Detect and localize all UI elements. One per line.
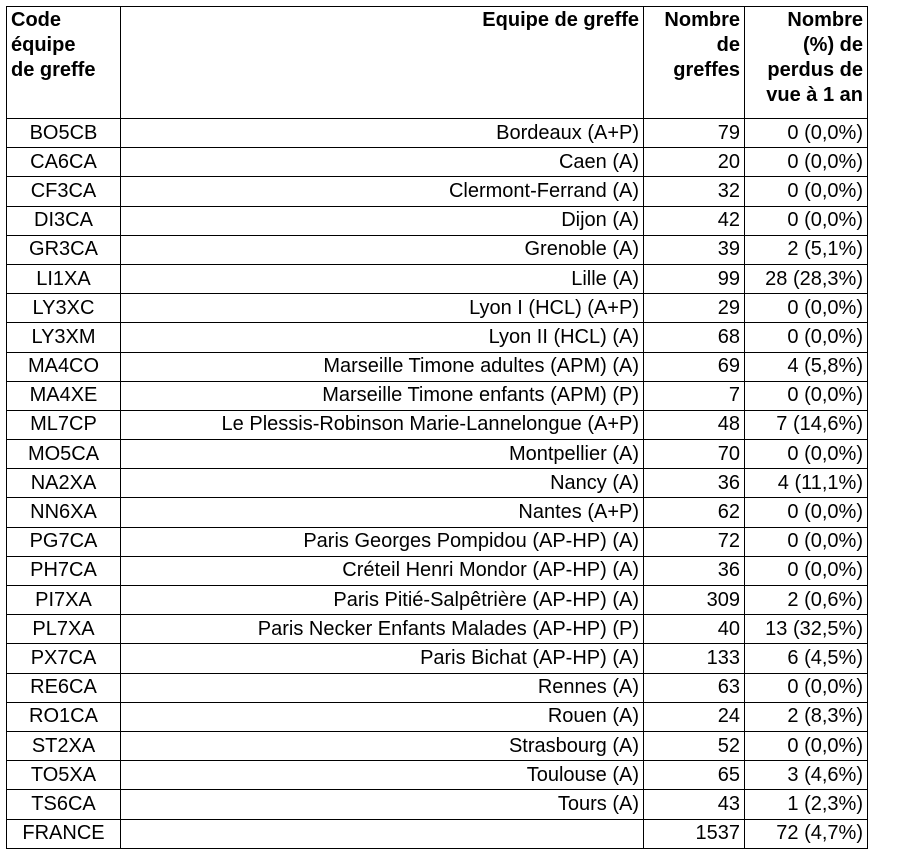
- cell-perdus: 3 (4,6%): [745, 761, 868, 790]
- cell-perdus: 0 (0,0%): [745, 206, 868, 235]
- cell-nombre: 72: [644, 527, 745, 556]
- cell-nombre: 39: [644, 235, 745, 264]
- cell-code: LY3XM: [7, 323, 121, 352]
- table-row: [7, 177, 868, 206]
- cell-perdus: 0 (0,0%): [745, 381, 868, 410]
- cell-equipe: Nancy (A): [121, 469, 644, 498]
- cell-nombre: 32: [644, 177, 745, 206]
- cell-equipe: Marseille Timone adultes (APM) (A): [121, 352, 644, 381]
- cell-perdus: 1 (2,3%): [745, 790, 868, 819]
- table-row: [7, 556, 868, 585]
- cell-nombre: 68: [644, 323, 745, 352]
- cell-code: ML7CP: [7, 410, 121, 439]
- cell-equipe: Toulouse (A): [121, 761, 644, 790]
- cell-nombre: 79: [644, 119, 745, 148]
- cell-code: CF3CA: [7, 177, 121, 206]
- cell-perdus: 2 (0,6%): [745, 586, 868, 615]
- cell-equipe: Montpellier (A): [121, 440, 644, 469]
- cell-equipe: Paris Pitié-Salpêtrière (AP-HP) (A): [121, 586, 644, 615]
- cell-equipe: Nantes (A+P): [121, 498, 644, 527]
- cell-nombre: 309: [644, 586, 745, 615]
- cell-perdus: 13 (32,5%): [745, 615, 868, 644]
- table-row: [7, 819, 868, 848]
- cell-code: TS6CA: [7, 790, 121, 819]
- table-row: [7, 615, 868, 644]
- cell-code: MO5CA: [7, 440, 121, 469]
- cell-nombre: 1537: [644, 819, 745, 848]
- cell-perdus: 2 (8,3%): [745, 702, 868, 731]
- header-code: Code équipe de greffe: [7, 7, 121, 119]
- cell-equipe: Paris Bichat (AP-HP) (A): [121, 644, 644, 673]
- cell-equipe: Créteil Henri Mondor (AP-HP) (A): [121, 556, 644, 585]
- header-perdus: Nombre (%) de perdus de vue à 1 an: [745, 7, 868, 119]
- cell-code: LI1XA: [7, 264, 121, 293]
- table-row: [7, 294, 868, 323]
- table-row: [7, 673, 868, 702]
- cell-code: FRANCE: [7, 819, 121, 848]
- cell-nombre: 36: [644, 469, 745, 498]
- table-row: [7, 352, 868, 381]
- table-row: [7, 469, 868, 498]
- table-row: [7, 148, 868, 177]
- header-equipe: Equipe de greffe: [121, 7, 644, 119]
- cell-code: PL7XA: [7, 615, 121, 644]
- header-row: [7, 7, 868, 119]
- cell-nombre: 42: [644, 206, 745, 235]
- cell-equipe: Rennes (A): [121, 673, 644, 702]
- table-row: [7, 527, 868, 556]
- cell-nombre: 69: [644, 352, 745, 381]
- cell-nombre: 63: [644, 673, 745, 702]
- cell-perdus: 0 (0,0%): [745, 556, 868, 585]
- cell-perdus: 6 (4,5%): [745, 644, 868, 673]
- cell-perdus: 0 (0,0%): [745, 294, 868, 323]
- cell-nombre: 20: [644, 148, 745, 177]
- cell-equipe: Lyon I (HCL) (A+P): [121, 294, 644, 323]
- cell-nombre: 133: [644, 644, 745, 673]
- cell-nombre: 65: [644, 761, 745, 790]
- table-row: [7, 761, 868, 790]
- cell-equipe: [121, 819, 644, 848]
- cell-code: BO5CB: [7, 119, 121, 148]
- table-row: [7, 206, 868, 235]
- cell-code: MA4CO: [7, 352, 121, 381]
- cell-code: PH7CA: [7, 556, 121, 585]
- cell-perdus: 0 (0,0%): [745, 177, 868, 206]
- cell-perdus: 7 (14,6%): [745, 410, 868, 439]
- cell-equipe: Clermont-Ferrand (A): [121, 177, 644, 206]
- cell-code: PG7CA: [7, 527, 121, 556]
- cell-nombre: 29: [644, 294, 745, 323]
- cell-equipe: Caen (A): [121, 148, 644, 177]
- cell-code: TO5XA: [7, 761, 121, 790]
- cell-code: MA4XE: [7, 381, 121, 410]
- table-row: [7, 498, 868, 527]
- cell-perdus: 4 (5,8%): [745, 352, 868, 381]
- cell-nombre: 24: [644, 702, 745, 731]
- cell-nombre: 43: [644, 790, 745, 819]
- cell-nombre: 52: [644, 731, 745, 760]
- table-row: [7, 410, 868, 439]
- cell-equipe: Bordeaux (A+P): [121, 119, 644, 148]
- cell-code: DI3CA: [7, 206, 121, 235]
- cell-perdus: 0 (0,0%): [745, 527, 868, 556]
- cell-equipe: Paris Georges Pompidou (AP-HP) (A): [121, 527, 644, 556]
- cell-perdus: 4 (11,1%): [745, 469, 868, 498]
- cell-equipe: Lille (A): [121, 264, 644, 293]
- greffe-table: [6, 6, 868, 849]
- cell-perdus: 28 (28,3%): [745, 264, 868, 293]
- header-nombre: Nombre de greffes: [644, 7, 745, 119]
- cell-perdus: 2 (5,1%): [745, 235, 868, 264]
- cell-perdus: 0 (0,0%): [745, 440, 868, 469]
- cell-code: GR3CA: [7, 235, 121, 264]
- table-row: [7, 790, 868, 819]
- cell-nombre: 7: [644, 381, 745, 410]
- cell-code: ST2XA: [7, 731, 121, 760]
- cell-equipe: Dijon (A): [121, 206, 644, 235]
- cell-perdus: 0 (0,0%): [745, 148, 868, 177]
- table-row: [7, 731, 868, 760]
- cell-equipe: Tours (A): [121, 790, 644, 819]
- table-body: [7, 119, 868, 849]
- cell-nombre: 48: [644, 410, 745, 439]
- table-row: [7, 644, 868, 673]
- cell-code: PI7XA: [7, 586, 121, 615]
- cell-perdus: 72 (4,7%): [745, 819, 868, 848]
- cell-equipe: Paris Necker Enfants Malades (AP-HP) (P): [121, 615, 644, 644]
- cell-perdus: 0 (0,0%): [745, 731, 868, 760]
- cell-equipe: Rouen (A): [121, 702, 644, 731]
- table-row: [7, 235, 868, 264]
- table-row: [7, 586, 868, 615]
- cell-code: PX7CA: [7, 644, 121, 673]
- cell-code: RO1CA: [7, 702, 121, 731]
- cell-code: NN6XA: [7, 498, 121, 527]
- cell-equipe: Grenoble (A): [121, 235, 644, 264]
- cell-code: RE6CA: [7, 673, 121, 702]
- cell-perdus: 0 (0,0%): [745, 498, 868, 527]
- cell-equipe: Strasbourg (A): [121, 731, 644, 760]
- table-row: [7, 119, 868, 148]
- table-row: [7, 381, 868, 410]
- cell-code: NA2XA: [7, 469, 121, 498]
- table-row: [7, 264, 868, 293]
- cell-equipe: Lyon II (HCL) (A): [121, 323, 644, 352]
- cell-nombre: 99: [644, 264, 745, 293]
- table-row: [7, 440, 868, 469]
- cell-equipe: Le Plessis-Robinson Marie-Lannelongue (A+P): [121, 410, 644, 439]
- cell-code: CA6CA: [7, 148, 121, 177]
- table-row: [7, 323, 868, 352]
- table-row: [7, 702, 868, 731]
- cell-perdus: 0 (0,0%): [745, 119, 868, 148]
- cell-code: LY3XC: [7, 294, 121, 323]
- cell-nombre: 40: [644, 615, 745, 644]
- cell-nombre: 70: [644, 440, 745, 469]
- cell-perdus: 0 (0,0%): [745, 323, 868, 352]
- cell-perdus: 0 (0,0%): [745, 673, 868, 702]
- cell-nombre: 36: [644, 556, 745, 585]
- cell-nombre: 62: [644, 498, 745, 527]
- cell-equipe: Marseille Timone enfants (APM) (P): [121, 381, 644, 410]
